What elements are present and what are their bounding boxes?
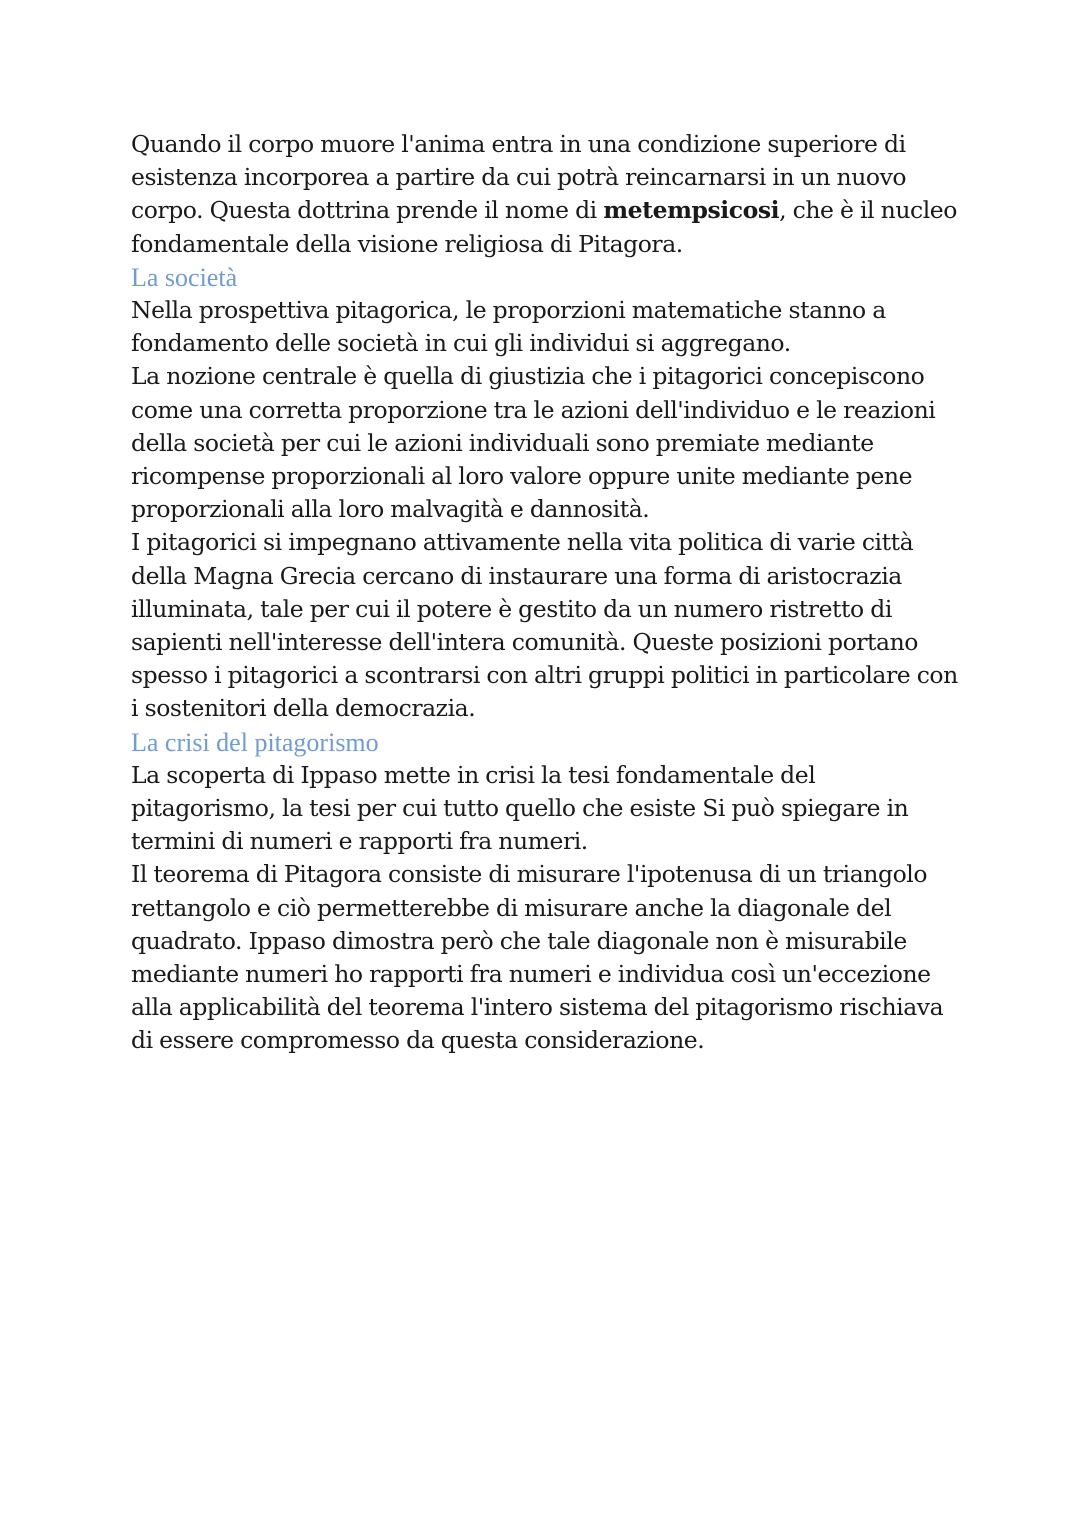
- intro-text-part1: Quando il corpo muore l'anima entra in una condizione superiore di esistenza incorporea a partire da cui potrà reincarnarsi in un nuovo corpo. Questa dottrina prende il nome di: [131, 130, 907, 225]
- societa-paragraph-2: La nozione centrale è quella di giustizia che i pitagorici concepiscono come una corretta proporzione tra le azioni dell'individuo e le reazioni della società per cui le azioni individuali sono premiate mediante ricompense proporzionali al loro valore oppure unite mediante pene proporzionali alla loro malvagità e dannosità.: [131, 362, 936, 524]
- intro-keyword-bold: metempsicosi: [603, 196, 780, 225]
- crisi-paragraph-1: La scoperta di Ippaso mette in crisi la tesi fondamentale del pitagorismo, la tesi per cui tutto quello che esiste Si può spiegare in termini di numeri e rapporti fra numeri.: [131, 760, 909, 856]
- societa-paragraph-3: I pitagorici si impegnano attivamente nella vita politica di varie città della Magna Grecia cercano di instaurare una forma di aristocrazia illuminata, tale per cui il potere è gestito da un numero ristretto di sapienti nell'interesse dell'intera comunità. Queste posizioni portano spesso i pitagorici a scontrarsi con altri gruppi politici in particolare con i sostenitori della democrazia.: [131, 528, 958, 723]
- crisi-paragraph-2: Il teorema di Pitagora consiste di misurare l'ipotenusa di un triangolo rettangolo e ciò permetterebbe di misurare anche la diagonale del quadrato. Ippaso dimostra però che tale diagonale non è misurabile mediante numeri ho rapporti fra numeri e individua così un'eccezione alla applicabilità del teorema l'intero sistema del pitagorismo rischiava di essere compromesso da questa considerazione.: [131, 860, 944, 1055]
- intro-text-part2: , che è il nucleo fondamentale della visione religiosa di Pitagora.: [131, 196, 957, 258]
- societa-paragraph-1: Nella prospettiva pitagorica, le proporzioni matematiche stanno a fondamento delle società in cui gli individui si aggregano.: [131, 296, 886, 358]
- intro-paragraph: [131, 128, 961, 261]
- section-heading-crisi: La crisi del pitagorismo: [131, 727, 379, 757]
- section-heading-societa: La società: [131, 262, 238, 292]
- document-page: [131, 128, 961, 1058]
